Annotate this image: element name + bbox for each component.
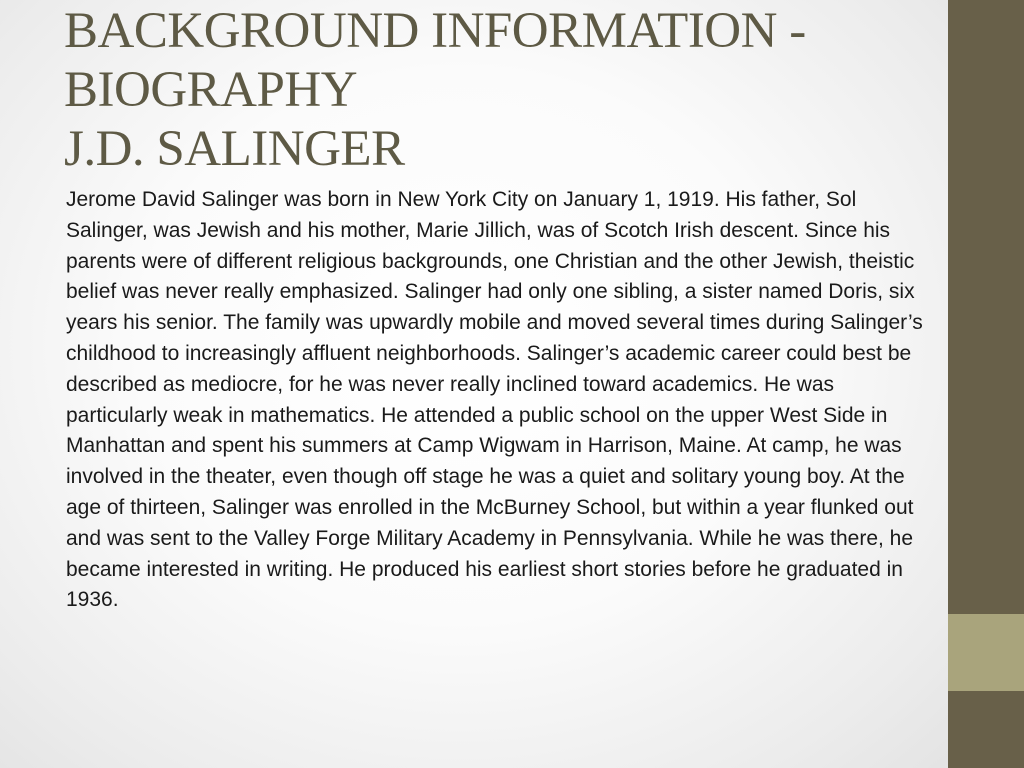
title-line-3: J.D. SALINGER (64, 121, 405, 177)
title-line-2: BIOGRAPHY (64, 62, 358, 118)
decorative-side-accent (948, 614, 1024, 691)
title-line-1: BACKGROUND INFORMATION - (64, 3, 806, 59)
slide-title (64, 2, 924, 179)
biography-paragraph: Jerome David Salinger was born in New York City on January 1, 1919. His father, Sol Salinger, was Jewish and his mother, Marie Jillich, was of Scotch Irish descent. Since his parents were of different religious backgrounds, one Christian and the other Jewish, theistic belief was never really emphasized. Salinger had only one sibling, a sister named Doris, six years his senior. The family was upwardly mobile and moved several times during Salinger’s childhood to increasingly affluent neighborhoods. Salinger’s academic career could best be described as mediocre, for he was never really inclined toward academics. He was particularly weak in mathematics. He attended a public school on the upper West Side in Manhattan and spent his summers at Camp Wigwam in Harrison, Maine. At camp, he was involved in the theater, even though off stage he was a quiet and solitary young boy. At the age of thirteen, Salinger was enrolled in the McBurney School, but within a year flunked out and was sent to the Valley Forge Military Academy in Pennsylvania. While he was there, he became interested in writing. He produced his earliest short stories before he graduated in 1936. (66, 188, 923, 612)
